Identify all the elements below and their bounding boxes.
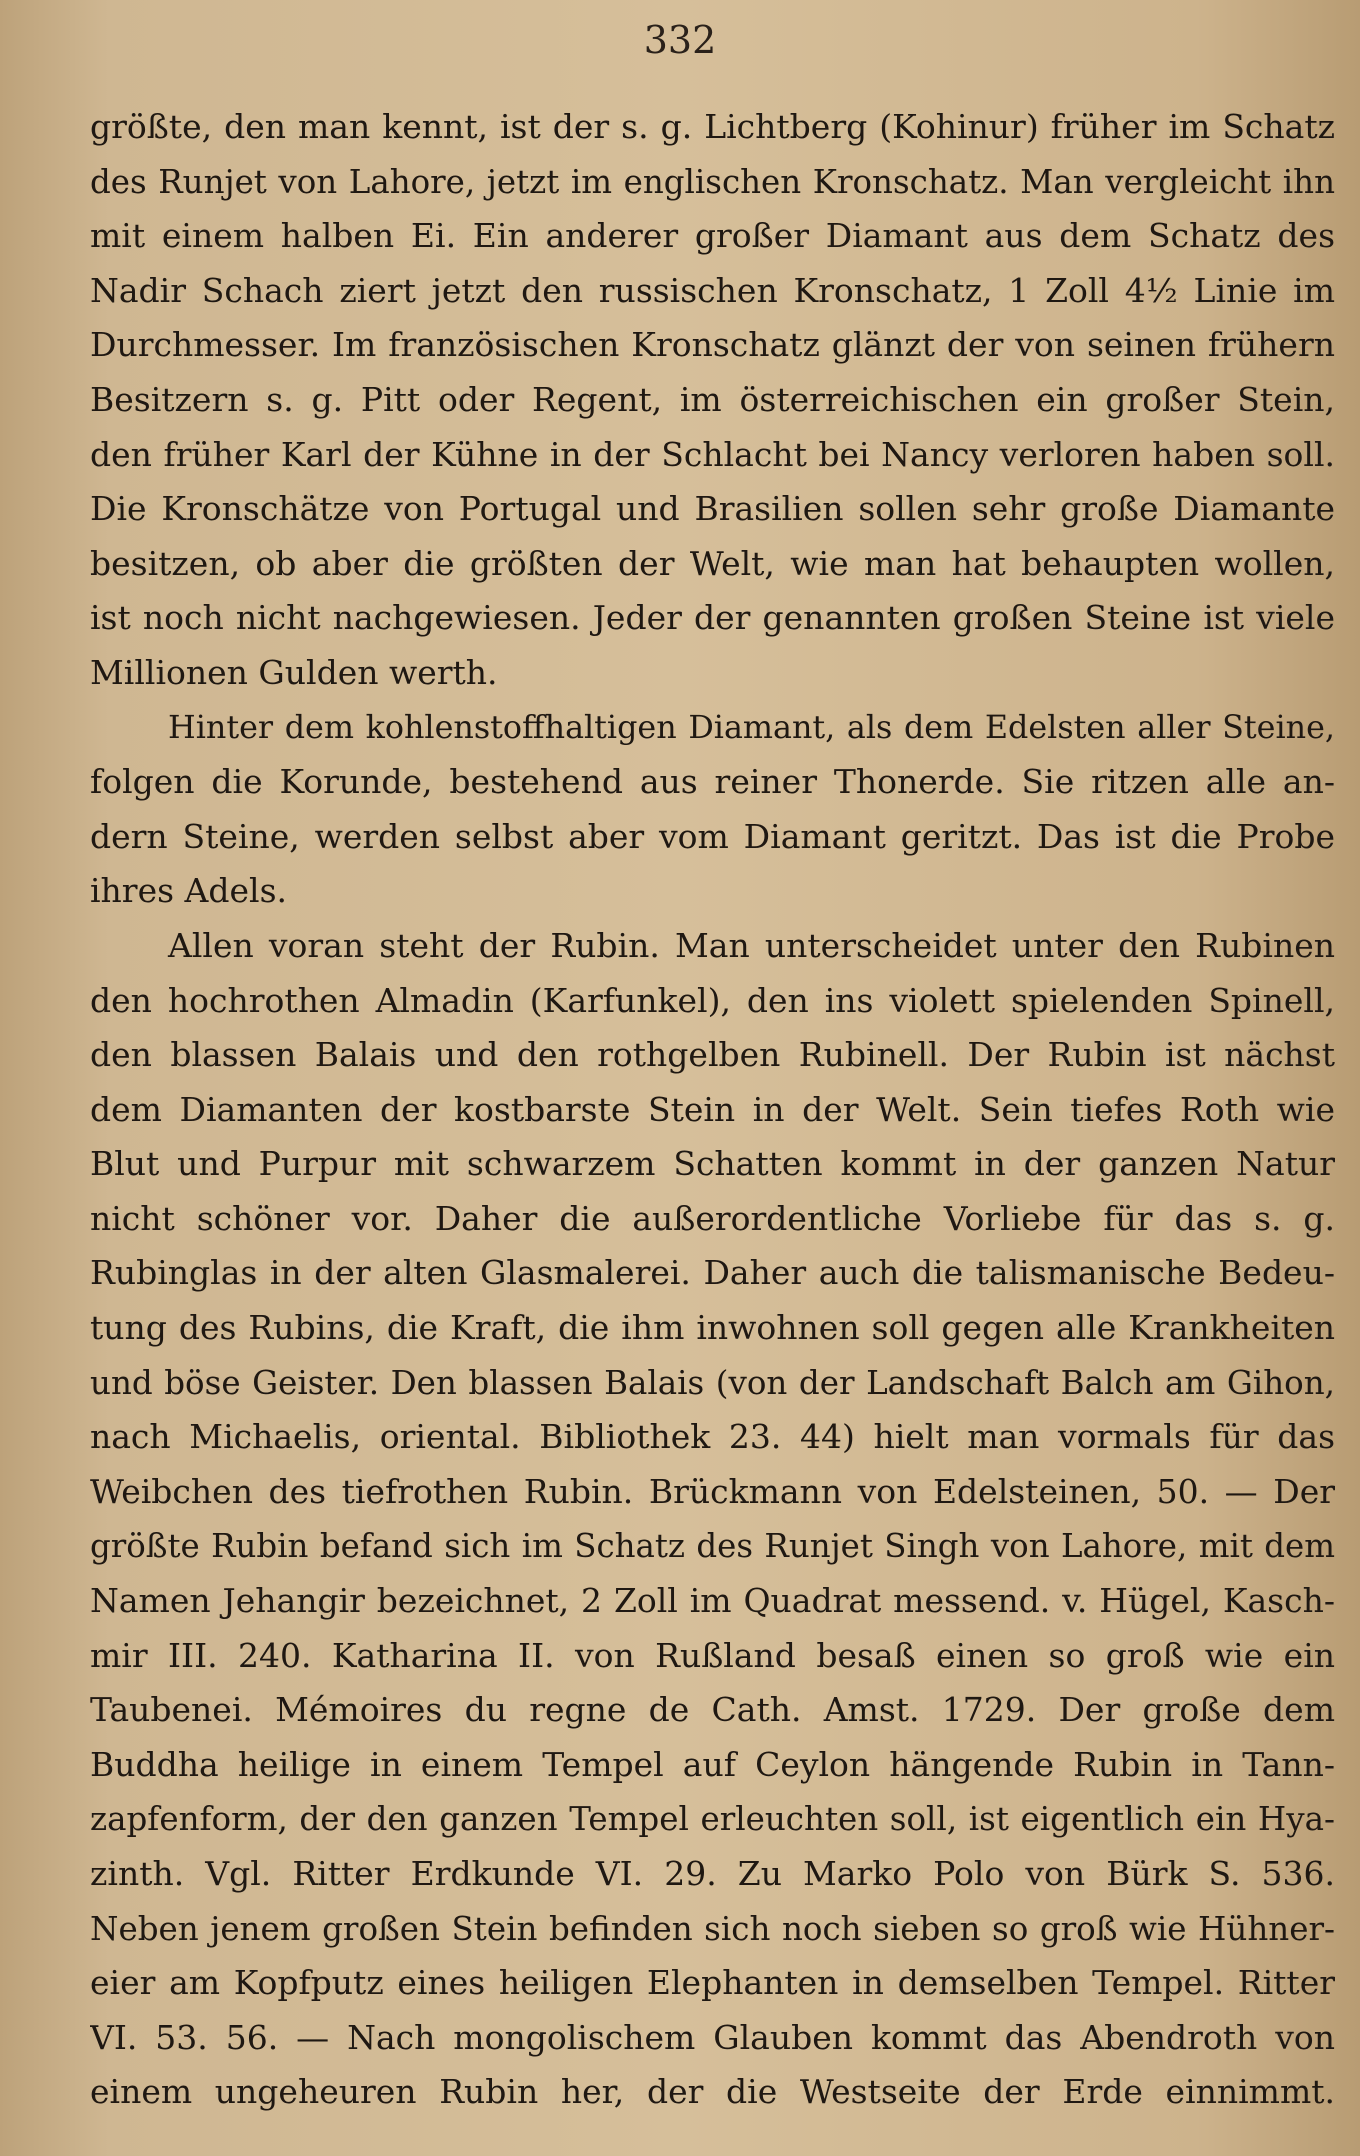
text-line: eier am Kopfputz eines heiligen Elephanten in demselben Tempel. Ritter [90,1963,1335,2003]
text-line: zapfenform, der den ganzen Tempel erleuchten soll, ist eigentlich ein Hya- [90,1800,1335,1839]
text-line: Taubenei. Mémoires du regne de Cath. Amst. 1729. Der große dem [90,1690,1335,1730]
text-line: dem Diamanten der kostbarste Stein in der Welt. Sein tiefes Roth wie [90,1089,1335,1129]
text-line: Millionen Gulden werth. [90,652,498,692]
body-text [90,100,1335,2120]
text-line: den hochrothen Almadin (Karfunkel), den ins violett spielenden Spinell, [90,980,1335,1020]
text-line: den früher Karl der Kühne in der Schlacht bei Nancy verloren haben soll. [90,434,1335,474]
text-line: dern Steine, werden selbst aber vom Diamant geritzt. Das ist die Probe [90,816,1335,856]
text-line: Namen Jehangir bezeichnet, 2 Zoll im Quadrat messend. v. Hügel, Kasch- [90,1581,1335,1621]
text-line: mit einem halben Ei. Ein anderer großer Diamant aus dem Schatz des [90,216,1335,256]
text-line: größte Rubin befand sich im Schatz des Runjet Singh von Lahore, mit dem [90,1527,1335,1566]
text-line: einem ungeheuren Rubin her, der die Westseite der Erde einnimmt. [90,2072,1335,2112]
text-line: zinth. Vgl. Ritter Erdkunde VI. 29. Zu Marko Polo von Bürk S. 536. [90,1854,1335,1893]
text-line: folgen die Korunde, bestehend aus reiner Thonerde. Sie ritzen alle an- [90,762,1335,802]
text-line: Hinter dem kohlenstoffhaltigen Diamant, als dem Edelsten aller Steine, [168,709,1335,746]
text-line: Weibchen des tiefrothen Rubin. Brückmann von Edelsteinen, 50. — Der [90,1471,1335,1511]
text-line: Blut und Purpur mit schwarzem Schatten kommt in der ganzen Natur [90,1144,1335,1184]
text-line: nach Michaelis, oriental. Bibliothek 23. 44) hielt man vormals für das [90,1417,1335,1457]
text-line: Neben jenem großen Stein befinden sich noch sieben so groß wie Hühner- [90,1909,1335,1948]
text-line: nicht schöner vor. Daher die außerordentliche Vorliebe für das s. g. [90,1198,1335,1238]
text-line: den blassen Balais und den rothgelben Rubinell. Der Rubin ist nächst [90,1035,1335,1075]
text-line: Besitzern s. g. Pitt oder Regent, im österreichischen ein großer Stein, [90,379,1335,419]
text-line: ihres Adels. [90,871,288,911]
text-line: des Runjet von Lahore, jetzt im englischen Kronschatz. Man vergleicht ihn [90,162,1335,201]
text-line: Durchmesser. Im französischen Kronschatz glänzt der von seinen frühern [90,325,1335,365]
text-line: Buddha heilige in einem Tempel auf Ceylon hängende Rubin in Tann- [90,1744,1335,1784]
text-line: Allen voran steht der Rubin. Man unterscheidet unter den Rubinen [168,925,1335,965]
page-number: 332 [643,18,717,62]
text-line: größte, den man kennt, ist der s. g. Lichtberg (Kohinur) früher im Schatz [90,107,1335,146]
text-line: mir III. 240. Katharina II. von Rußland besaß einen so groß wie ein [90,1635,1335,1675]
text-line: besitzen, ob aber die größten der Welt, wie man hat behaupten wollen, [90,543,1335,583]
text-line: Nadir Schach ziert jetzt den russischen Kronschatz, 1 Zoll 4½ Linie im [90,270,1335,310]
text-line: Die Kronschätze von Portugal und Brasilien sollen sehr große Diamante [90,489,1335,529]
text-line: Rubinglas in der alten Glasmalerei. Daher auch die talismanische Bedeu- [90,1253,1335,1293]
text-line: VI. 53. 56. — Nach mongolischem Glauben kommt das Abendroth von [90,2017,1335,2057]
text-line: ist noch nicht nachgewiesen. Jeder der genannten großen Steine ist viele [90,598,1335,638]
text-line: tung des Rubins, die Kraft, die ihm inwohnen soll gegen alle Krankheiten [90,1308,1335,1348]
text-line: und böse Geister. Den blassen Balais (von der Landschaft Balch am Gihon, [90,1363,1335,1402]
